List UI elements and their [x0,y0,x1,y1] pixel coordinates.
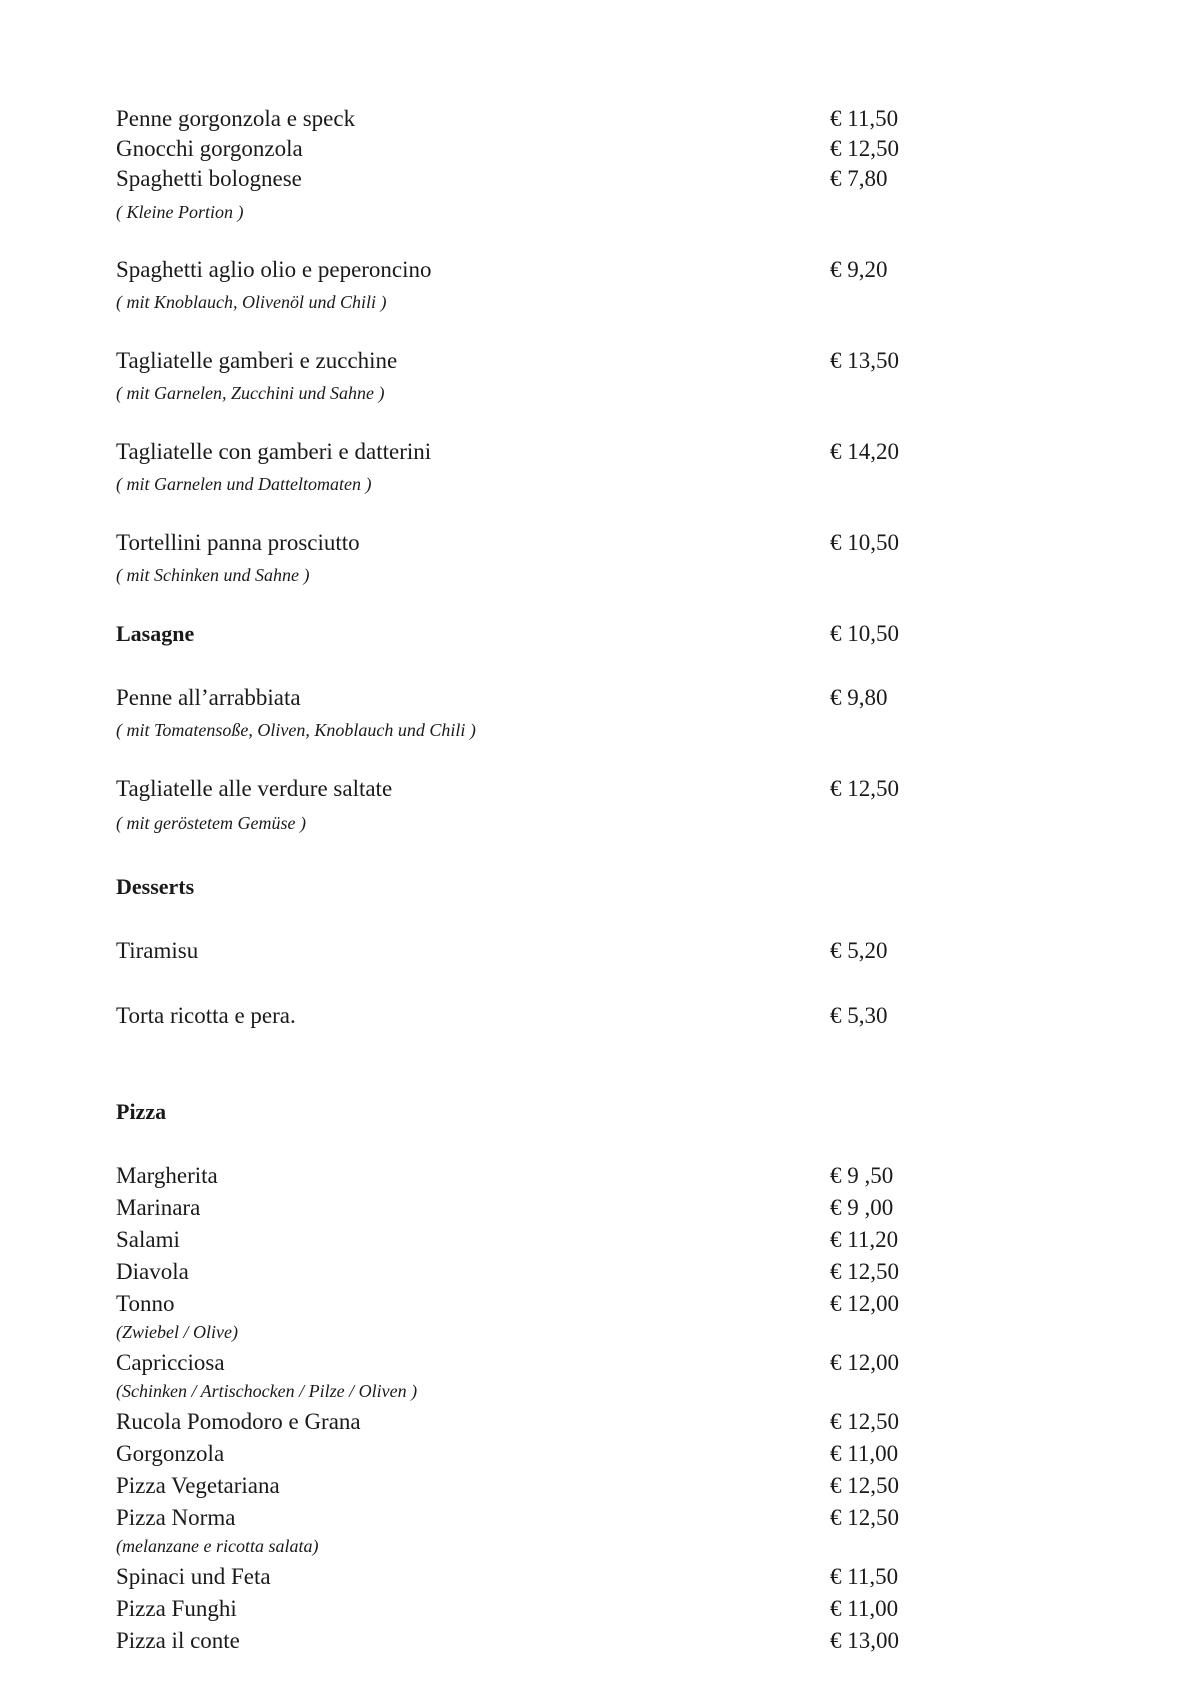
menu-item [116,1288,1016,1320]
section-heading-row [116,1096,1016,1128]
item-price: € 11,50 [830,1564,899,1589]
item-name: Tagliatelle gamberi e zucchine [116,348,398,373]
menu-item [116,527,1016,559]
menu-item [116,345,1016,377]
item-name: Gnocchi gorgonzola [116,136,303,161]
item-name: Marinara [116,1195,201,1220]
item-name: Pizza Vegetariana [116,1473,280,1498]
item-price: € 5,30 [830,1003,888,1028]
item-description: ( mit Garnelen, Zucchini und Sahne ) [116,383,385,403]
item-name: Spaghetti aglio olio e peperoncino [116,257,432,282]
item-name: Torta ricotta e pera. [116,1003,296,1028]
menu-item [116,1347,1016,1379]
item-name: Tortellini panna prosciutto [116,530,360,555]
item-name: Penne all’arrabbiata [116,685,301,710]
item-description: ( mit Schinken und Sahne ) [116,565,310,585]
menu-item [116,1406,1016,1438]
menu-item [116,163,1016,195]
menu-item [116,103,1016,135]
item-price: € 9,20 [830,257,888,282]
item-price: € 12,50 [830,1473,899,1498]
menu-item [116,1470,1016,1502]
item-name: Tagliatelle alle verdure saltate [116,776,393,801]
menu-item [116,1502,1016,1534]
item-name: Pizza Funghi [116,1596,237,1621]
item-price: € 11,00 [830,1441,899,1466]
item-price: € 11,50 [830,106,899,131]
menu-item [116,773,1016,805]
item-price: € 11,20 [830,1227,899,1252]
item-price: € 12,50 [830,1409,899,1434]
item-price: € 9 ,00 [830,1195,894,1220]
menu-item [116,1561,1016,1593]
item-description: ( mit Knoblauch, Olivenöl und Chili ) [116,292,387,312]
item-name: Pizza il conte [116,1628,240,1653]
item-price: € 10,50 [830,621,899,646]
item-price: € 12,50 [830,1259,899,1284]
item-price: € 12,50 [830,1505,899,1530]
item-description: (melanzane e ricotta salata) [116,1536,319,1556]
item-name: Spinaci und Feta [116,1564,271,1589]
section-heading: Pizza [116,1099,167,1124]
menu-item [116,1438,1016,1470]
item-description: ( mit Garnelen und Datteltomaten ) [116,474,372,494]
item-description: ( Kleine Portion ) [116,202,244,222]
item-price: € 14,20 [830,439,899,464]
menu-item [116,133,1016,165]
item-description: (Zwiebel / Olive) [116,1322,238,1342]
item-name: Pizza Norma [116,1505,236,1530]
menu-item [116,618,1016,650]
menu-item [116,1593,1016,1625]
item-name: Diavola [116,1259,189,1284]
menu-item [116,1224,1016,1256]
menu-item [116,1160,1016,1192]
item-price: € 13,50 [830,348,899,373]
menu-item [116,436,1016,468]
item-name: Margherita [116,1163,218,1188]
item-name: Tonno [116,1291,175,1316]
item-price: € 7,80 [830,166,888,191]
item-name: Salami [116,1227,180,1252]
menu-item [116,1192,1016,1224]
item-price: € 5,20 [830,938,888,963]
section-heading: Desserts [116,874,195,899]
item-price: € 12,00 [830,1291,899,1316]
item-name: Tagliatelle con gamberi e datterini [116,439,432,464]
menu-item [116,682,1016,714]
item-price: € 12,00 [830,1350,899,1375]
item-price: € 10,50 [830,530,899,555]
menu-item [116,935,1016,967]
item-price: € 12,50 [830,136,899,161]
menu-item [116,1256,1016,1288]
item-name: Spaghetti bolognese [116,166,302,191]
item-name: Lasagne [116,621,195,646]
item-price: € 9,80 [830,685,888,710]
item-price: € 12,50 [830,776,899,801]
item-description: (Schinken / Artischocken / Pilze / Oliven ) [116,1381,418,1401]
item-description: ( mit geröstetem Gemüse ) [116,813,306,833]
item-name: Rucola Pomodoro e Grana [116,1409,361,1434]
menu-item [116,254,1016,286]
item-name: Gorgonzola [116,1441,225,1466]
menu-item [116,1625,1016,1657]
menu-item [116,1000,1016,1032]
item-price: € 13,00 [830,1628,899,1653]
item-name: Tiramisu [116,938,199,963]
item-name: Penne gorgonzola e speck [116,106,356,131]
item-price: € 9 ,50 [830,1163,894,1188]
item-name: Capricciosa [116,1350,225,1375]
section-heading-row [116,871,1016,903]
item-description: ( mit Tomatensoße, Oliven, Knoblauch und Chili ) [116,720,476,740]
item-price: € 11,00 [830,1596,899,1621]
